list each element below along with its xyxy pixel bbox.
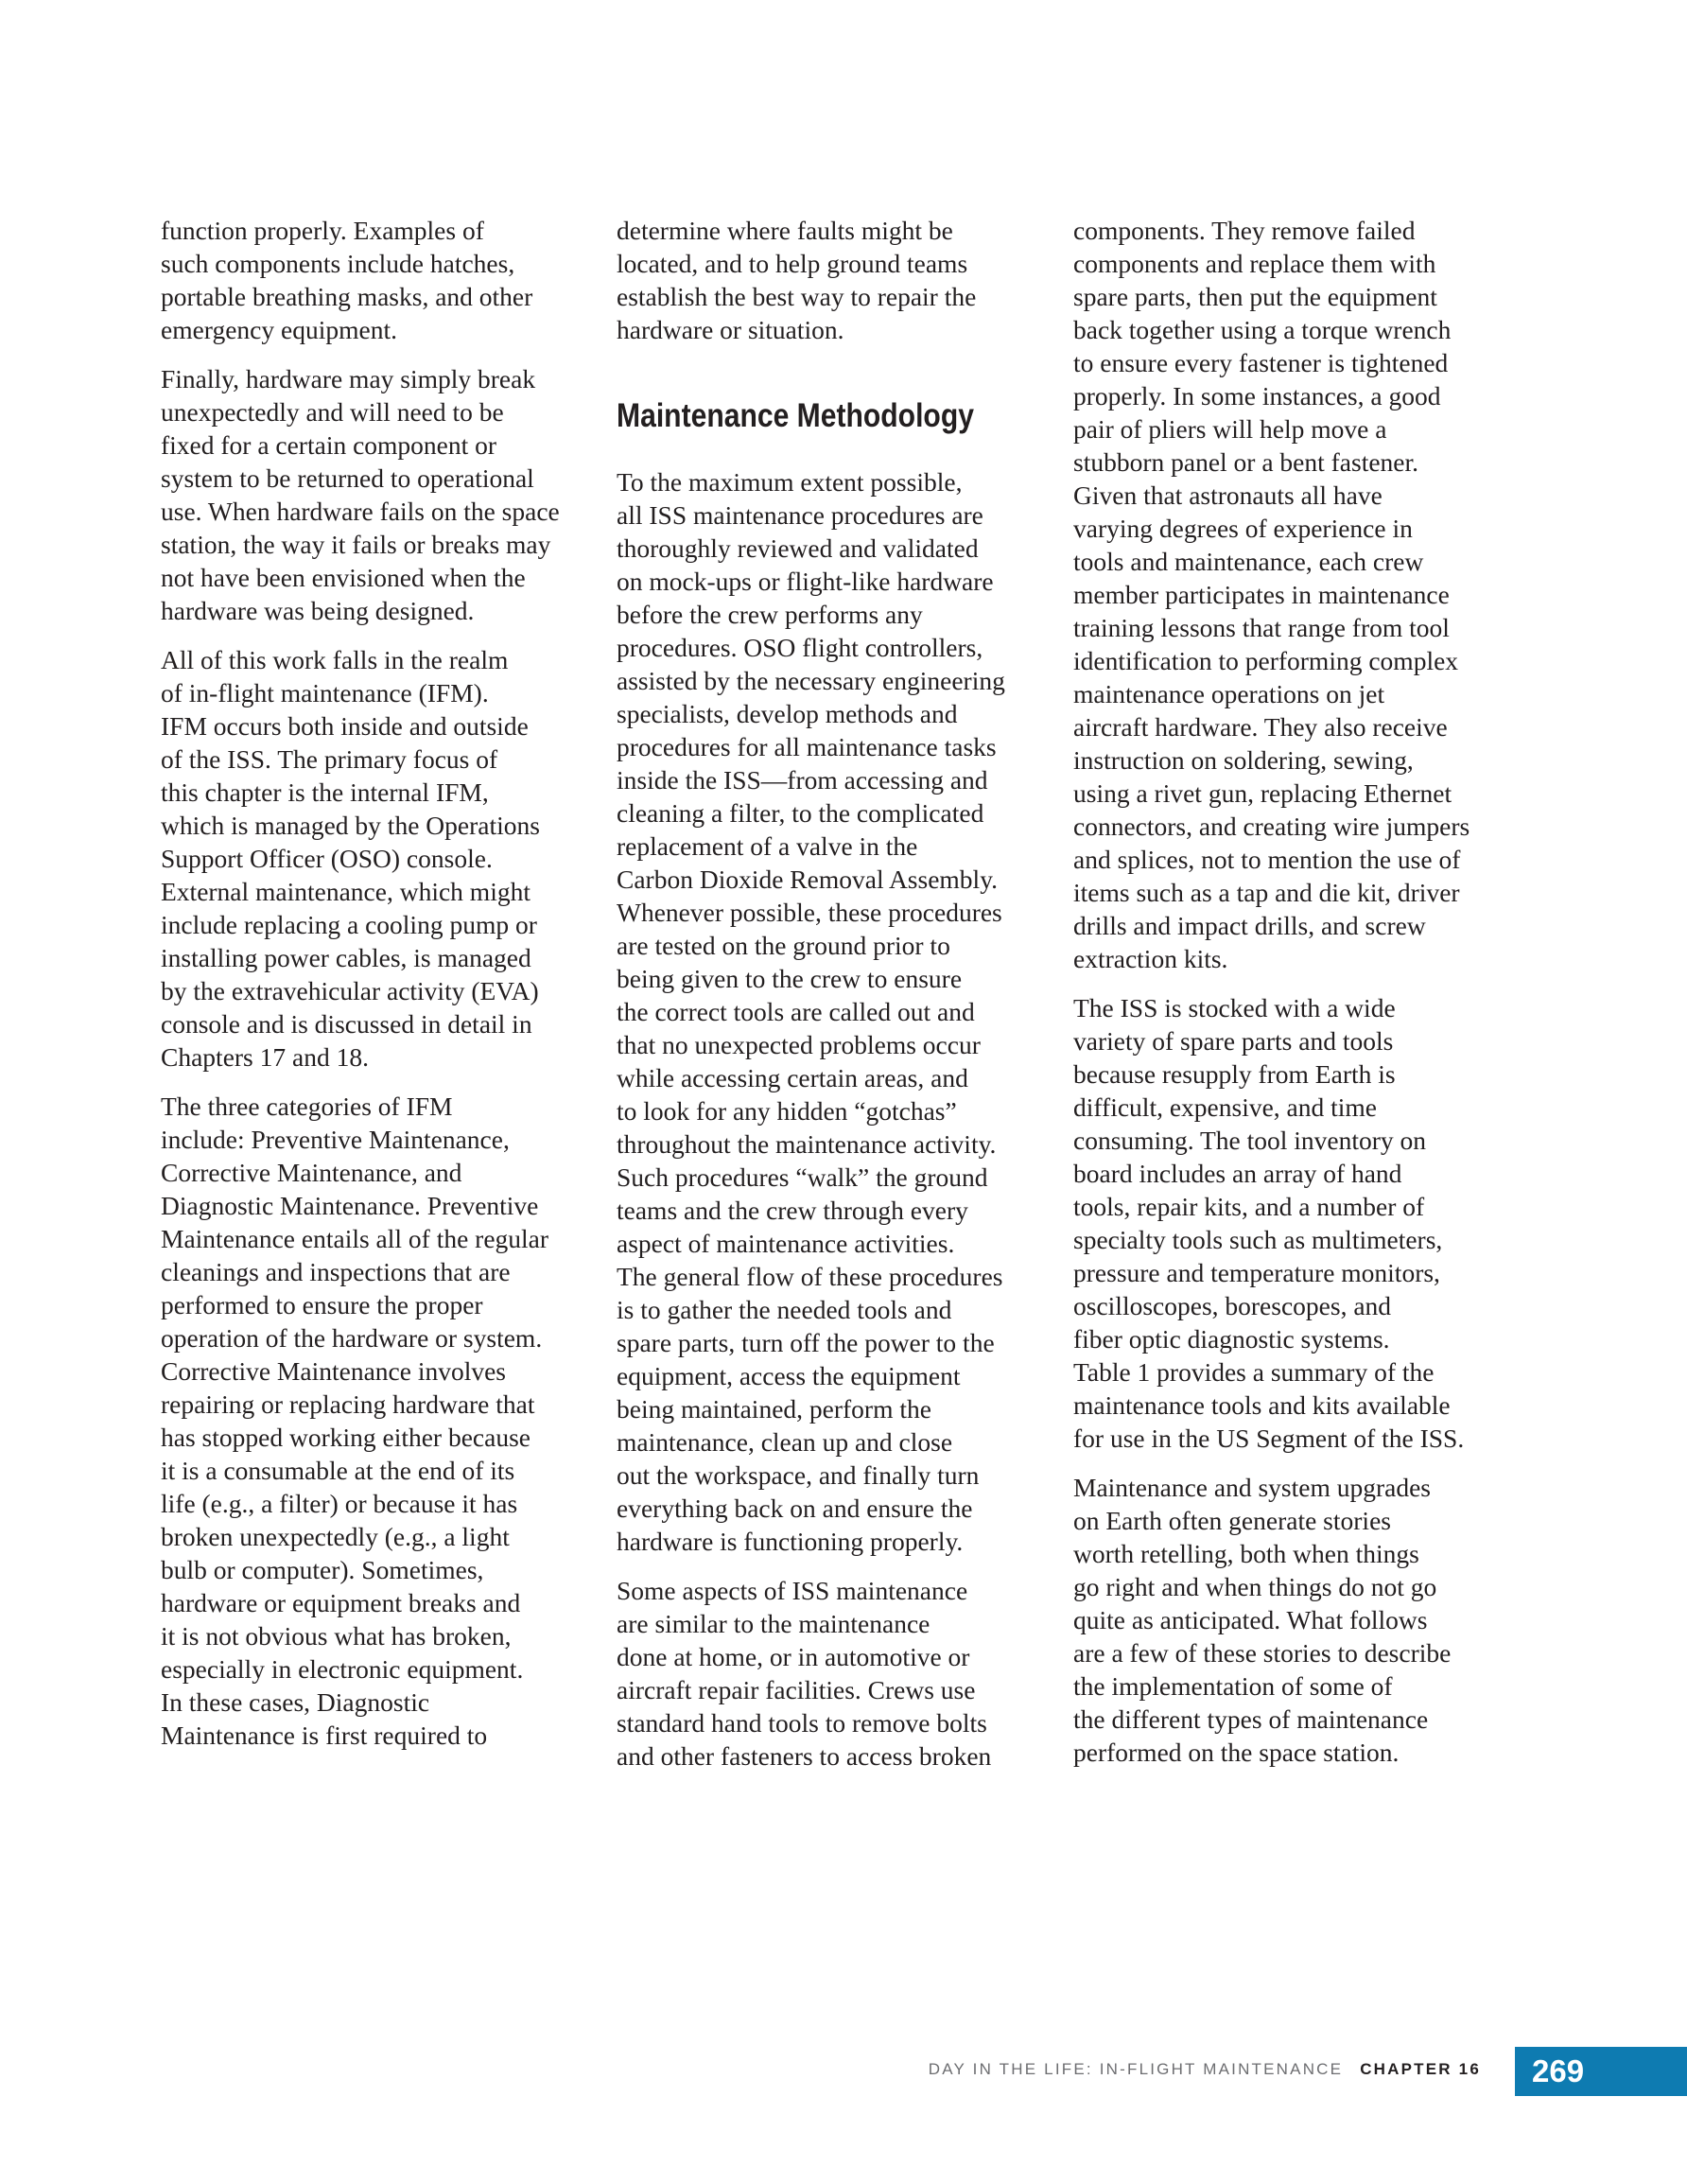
text-line: training lessons that range from tool: [1073, 613, 1450, 642]
text-line: of in-flight maintenance (IFM).: [161, 678, 489, 708]
text-line: member participates in maintenance: [1073, 580, 1450, 609]
paragraph: [617, 214, 1052, 346]
text-line: tools, repair kits, and a number of: [1073, 1192, 1425, 1221]
text-line: items such as a tap and die kit, driver: [1073, 878, 1460, 907]
text-line: include: Preventive Maintenance,: [161, 1125, 510, 1154]
text-line: the correct tools are called out and: [617, 997, 975, 1026]
text-line: everything back on and ensure the: [617, 1494, 973, 1523]
text-line: it is not obvious what has broken,: [161, 1621, 512, 1651]
text-line: To the maximum extent possible,: [617, 467, 963, 497]
text-line: spare parts, turn off the power to the: [617, 1328, 995, 1357]
text-line: aspect of maintenance activities.: [617, 1229, 955, 1258]
text-line: using a rivet gun, replacing Ethernet: [1073, 778, 1452, 808]
text-line: pair of pliers will help move a: [1073, 414, 1387, 444]
paragraph: [161, 214, 596, 346]
running-title: DAY IN THE LIFE: IN-FLIGHT MAINTENANCE: [928, 2060, 1344, 2078]
text-line: IFM occurs both inside and outside: [161, 711, 529, 741]
text-line: and other fasteners to access broken: [617, 1741, 992, 1771]
text-line: instruction on soldering, sewing,: [1073, 745, 1414, 775]
text-line: to look for any hidden “gotchas”: [617, 1096, 957, 1126]
chapter-label: CHAPTER 16: [1360, 2060, 1481, 2078]
text-line: components. They remove failed: [1073, 216, 1416, 245]
text-line: system to be returned to operational: [161, 463, 534, 493]
text-line: assisted by the necessary engineering: [617, 666, 1005, 695]
text-line: the implementation of some of: [1073, 1671, 1393, 1701]
text-line: tools and maintenance, each crew: [1073, 547, 1424, 576]
text-line: Support Officer (OSO) console.: [161, 844, 493, 873]
text-line: function properly. Examples of: [161, 216, 484, 245]
text-line: varying degrees of experience in: [1073, 514, 1413, 543]
page-footer: [0, 2047, 1687, 2096]
text-line: Given that astronauts all have: [1073, 480, 1383, 510]
text-line: being maintained, perform the: [617, 1394, 931, 1424]
text-line: variety of spare parts and tools: [1073, 1026, 1394, 1056]
text-line: procedures. OSO flight controllers,: [617, 633, 983, 662]
text-line: performed on the space station.: [1073, 1738, 1400, 1767]
text-line: The ISS is stocked with a wide: [1073, 993, 1396, 1022]
text-line: Finally, hardware may simply break: [161, 364, 536, 393]
text-line: establish the best way to repair the: [617, 282, 977, 311]
text-line: replacement of a valve in the: [617, 831, 918, 861]
text-line: life (e.g., a filter) or because it has: [161, 1489, 518, 1518]
text-line: hardware was being designed.: [161, 596, 475, 625]
text-line: consuming. The tool inventory on: [1073, 1126, 1426, 1155]
text-line: components and replace them with: [1073, 249, 1436, 278]
body-column-1: [161, 214, 596, 1768]
text-line: not have been envisioned when the: [161, 563, 526, 592]
text-line: thoroughly reviewed and validated: [617, 533, 979, 563]
text-line: installing power cables, is managed: [161, 943, 531, 972]
text-line: Chapters 17 and 18.: [161, 1042, 369, 1072]
text-line: include replacing a cooling pump or: [161, 910, 537, 939]
paragraph: [1073, 214, 1508, 975]
page-number: 269: [1532, 2053, 1585, 2088]
text-line: it is a consumable at the end of its: [161, 1456, 515, 1485]
text-line: cleanings and inspections that are: [161, 1257, 511, 1286]
text-line: aircraft hardware. They also receive: [1073, 712, 1448, 742]
text-line: maintenance tools and kits available: [1073, 1390, 1451, 1420]
text-line: repairing or replacing hardware that: [161, 1389, 535, 1419]
text-line: that no unexpected problems occur: [617, 1030, 981, 1059]
text-line: equipment, access the equipment: [617, 1361, 961, 1390]
text-line: by the extravehicular activity (EVA): [161, 976, 539, 1005]
text-line: cleaning a filter, to the complicated: [617, 798, 984, 828]
text-line: Some aspects of ISS maintenance: [617, 1576, 968, 1605]
text-line: Maintenance entails all of the regular: [161, 1224, 549, 1253]
text-line: maintenance, clean up and close: [617, 1427, 953, 1457]
text-line: before the crew performs any: [617, 600, 923, 629]
text-line: station, the way it fails or breaks may: [161, 530, 551, 559]
text-line: emergency equipment.: [161, 315, 397, 344]
text-line: fiber optic diagnostic systems.: [1073, 1324, 1390, 1354]
text-line: drills and impact drills, and screw: [1073, 911, 1426, 940]
text-line: Diagnostic Maintenance. Preventive: [161, 1191, 539, 1220]
text-line: Corrective Maintenance involves: [161, 1356, 507, 1386]
text-line: out the workspace, and finally turn: [617, 1460, 980, 1490]
text-line: portable breathing masks, and other: [161, 282, 533, 311]
text-line: has stopped working either because: [161, 1423, 530, 1452]
text-line: hardware or situation.: [617, 315, 844, 344]
text-line: Corrective Maintenance, and: [161, 1158, 462, 1187]
text-line: such components include hatches,: [161, 249, 515, 278]
text-line: hardware is functioning properly.: [617, 1527, 964, 1556]
text-line: All of this work falls in the realm: [161, 645, 509, 674]
text-line: on mock-ups or flight-like hardware: [617, 567, 994, 596]
text-line: console and is discussed in detail in: [161, 1009, 532, 1039]
text-line: pressure and temperature monitors,: [1073, 1258, 1440, 1287]
text-line: The three categories of IFM: [161, 1092, 453, 1121]
paragraph: [161, 362, 596, 627]
text-line: determine where faults might be: [617, 216, 953, 245]
text-line: specialty tools such as multimeters,: [1073, 1225, 1443, 1254]
text-line: properly. In some instances, a good: [1073, 381, 1441, 411]
footer-text: [929, 2060, 1481, 2079]
text-line: teams and the crew through every: [617, 1196, 968, 1225]
text-line: and splices, not to mention the use of: [1073, 845, 1461, 874]
text-line: worth retelling, both when things: [1073, 1539, 1419, 1568]
text-line: unexpectedly and will need to be: [161, 397, 504, 427]
text-line: standard hand tools to remove bolts: [617, 1708, 987, 1738]
text-line: use. When hardware fails on the space: [161, 497, 560, 526]
text-line: broken unexpectedly (e.g., a light: [161, 1522, 510, 1551]
text-line: this chapter is the internal IFM,: [161, 778, 489, 807]
text-line: specialists, develop methods and: [617, 699, 958, 728]
text-line: are tested on the ground prior to: [617, 931, 950, 960]
text-line: connectors, and creating wire jumpers: [1073, 812, 1470, 841]
text-line: to ensure every fastener is tightened: [1073, 348, 1449, 377]
text-line: the different types of maintenance: [1073, 1704, 1429, 1734]
text-line: stubborn panel or a bent fastener.: [1073, 447, 1419, 477]
text-line: back together using a torque wrench: [1073, 315, 1452, 344]
text-line: on Earth often generate stories: [1073, 1506, 1391, 1535]
text-line: all ISS maintenance procedures are: [617, 500, 983, 530]
text-line: oscilloscopes, borescopes, and: [1073, 1291, 1392, 1320]
paragraph: [617, 465, 1052, 1558]
text-line: In these cases, Diagnostic: [161, 1687, 430, 1717]
text-line: being given to the crew to ensure: [617, 964, 963, 993]
body-column-2: [617, 214, 1052, 1789]
text-line: inside the ISS—from accessing and: [617, 765, 988, 795]
page-number-box: [1515, 2047, 1687, 2096]
paragraph: [161, 1090, 596, 1752]
text-line: difficult, expensive, and time: [1073, 1092, 1378, 1122]
text-line: fixed for a certain component or: [161, 430, 497, 460]
text-line: Whenever possible, these procedures: [617, 898, 1002, 927]
text-line: Table 1 provides a summary of the: [1073, 1357, 1435, 1387]
text-line: are similar to the maintenance: [617, 1609, 930, 1638]
text-line: aircraft repair facilities. Crews use: [617, 1675, 976, 1704]
paragraph: [1073, 991, 1508, 1455]
text-line: quite as anticipated. What follows: [1073, 1605, 1428, 1634]
text-line: Such procedures “walk” the ground: [617, 1162, 988, 1192]
text-line: especially in electronic equipment.: [161, 1654, 524, 1684]
text-line: done at home, or in automotive or: [617, 1642, 970, 1671]
paragraph: [161, 643, 596, 1074]
text-line: Carbon Dioxide Removal Assembly.: [617, 865, 999, 894]
text-line: maintenance operations on jet: [1073, 679, 1385, 708]
text-line: while accessing certain areas, and: [617, 1063, 968, 1092]
text-line: Maintenance and system upgrades: [1073, 1473, 1432, 1502]
text-line: extraction kits.: [1073, 944, 1228, 973]
text-line: of the ISS. The primary focus of: [161, 744, 498, 774]
text-line: are a few of these stories to describe: [1073, 1638, 1452, 1668]
text-line: bulb or computer). Sometimes,: [161, 1555, 484, 1584]
text-line: operation of the hardware or system.: [161, 1323, 543, 1353]
text-line: is to gather the needed tools and: [617, 1295, 952, 1324]
paragraph: [1073, 1471, 1508, 1769]
text-line: procedures for all maintenance tasks: [617, 732, 997, 761]
text-line: Maintenance is first required to: [161, 1721, 488, 1750]
text-line: for use in the US Segment of the ISS.: [1073, 1424, 1465, 1453]
text-line: identification to performing complex: [1073, 646, 1459, 675]
section-heading: Maintenance Methodology: [617, 397, 974, 434]
text-line: which is managed by the Operations: [161, 811, 540, 840]
paragraph: [617, 1574, 1052, 1773]
text-line: because resupply from Earth is: [1073, 1059, 1396, 1089]
text-line: throughout the maintenance activity.: [617, 1129, 997, 1159]
text-line: board includes an array of hand: [1073, 1159, 1402, 1188]
text-line: go right and when things do not go: [1073, 1572, 1437, 1601]
text-line: The general flow of these procedures: [617, 1262, 1003, 1291]
text-line: performed to ensure the proper: [161, 1290, 483, 1319]
body-column-3: [1073, 214, 1508, 1785]
text-line: located, and to help ground teams: [617, 249, 968, 278]
text-line: External maintenance, which might: [161, 877, 530, 906]
text-line: hardware or equipment breaks and: [161, 1588, 521, 1617]
text-line: spare parts, then put the equipment: [1073, 282, 1437, 311]
